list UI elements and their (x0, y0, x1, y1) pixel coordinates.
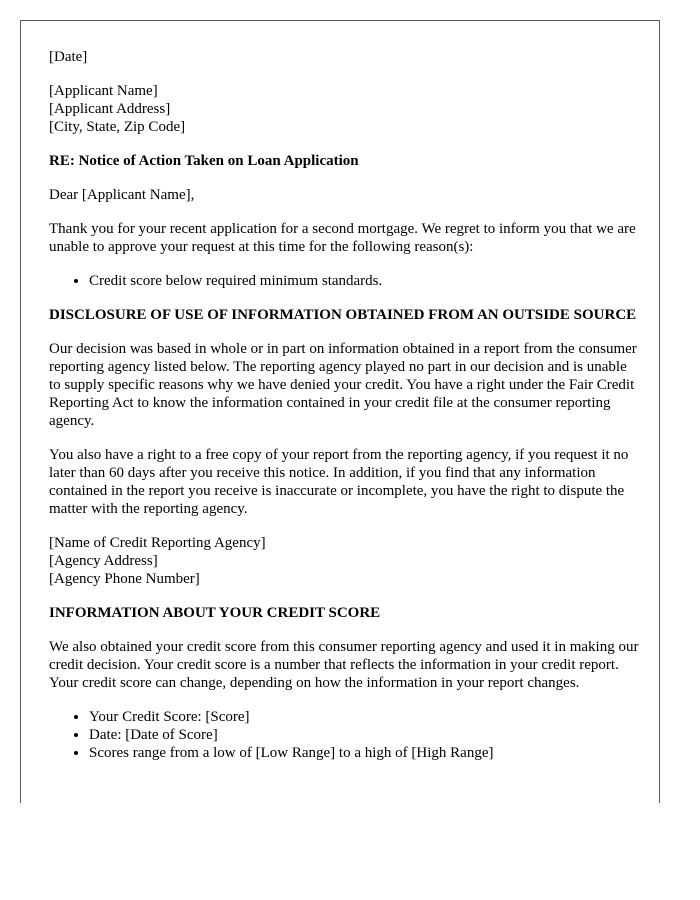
agency-phone: [Agency Phone Number] (49, 571, 200, 587)
letter-body (49, 48, 639, 778)
applicant-address: [Applicant Address] (49, 101, 171, 117)
disclosure-heading: DISCLOSURE OF USE OF INFORMATION OBTAINED FROM AN OUTSIDE SOURCE (49, 307, 637, 323)
agency-name: [Name of Credit Reporting Agency] (49, 535, 266, 551)
reasons-list (49, 272, 639, 290)
score-date-item: • Date: [Date of Score] (89, 726, 639, 744)
applicant-address-block (49, 82, 639, 136)
credit-score-paragraph: We also obtained your credit score from this consumer reporting agency and used it in making our credit decision. Your credit score is a number that reflects the information in your credit report. Your credit score can change, depending on how the information in your report changes. (49, 639, 639, 691)
agency-address: [Agency Address] (49, 553, 158, 569)
letter-page (20, 20, 660, 803)
letter-subject: RE: Notice of Action Taken on Loan Application (49, 153, 359, 169)
credit-score-list (49, 708, 639, 762)
score-range-item: • Scores range from a low of [Low Range] to a high of [High Range] (89, 744, 639, 762)
applicant-city-state-zip: [City, State, Zip Code] (49, 119, 186, 135)
letter-salutation: Dear [Applicant Name], (49, 187, 195, 203)
agency-address-block (49, 534, 639, 588)
disclosure-paragraph-2: You also have a right to a free copy of your report from the reporting agency, if you request it no later than 60 days after you receive this notice. In addition, if you find that any information contained in the report you receive is inaccurate or incomplete, you have the right to dispute the matter with the reporting agency. (49, 447, 629, 517)
credit-score-heading: INFORMATION ABOUT YOUR CREDIT SCORE (49, 605, 381, 621)
letter-intro: Thank you for your recent application for a second mortgage. We regret to inform you that we are unable to approve your request at this time for the following reason(s): (49, 221, 636, 255)
applicant-name: [Applicant Name] (49, 83, 158, 99)
credit-score-item: • Your Credit Score: [Score] (89, 708, 639, 726)
reason-item: • Credit score below required minimum standards. (89, 272, 639, 290)
disclosure-paragraph-1: Our decision was based in whole or in part on information obtained in a report from the consumer reporting agency listed below. The reporting agency played no part in our decision and is unable to supply specific reasons why we have denied your credit. You have a right under the Fair Credit Reporting Act to know the information contained in your credit file at the consumer reporting agency. (49, 341, 637, 429)
letter-date: [Date] (49, 49, 88, 65)
